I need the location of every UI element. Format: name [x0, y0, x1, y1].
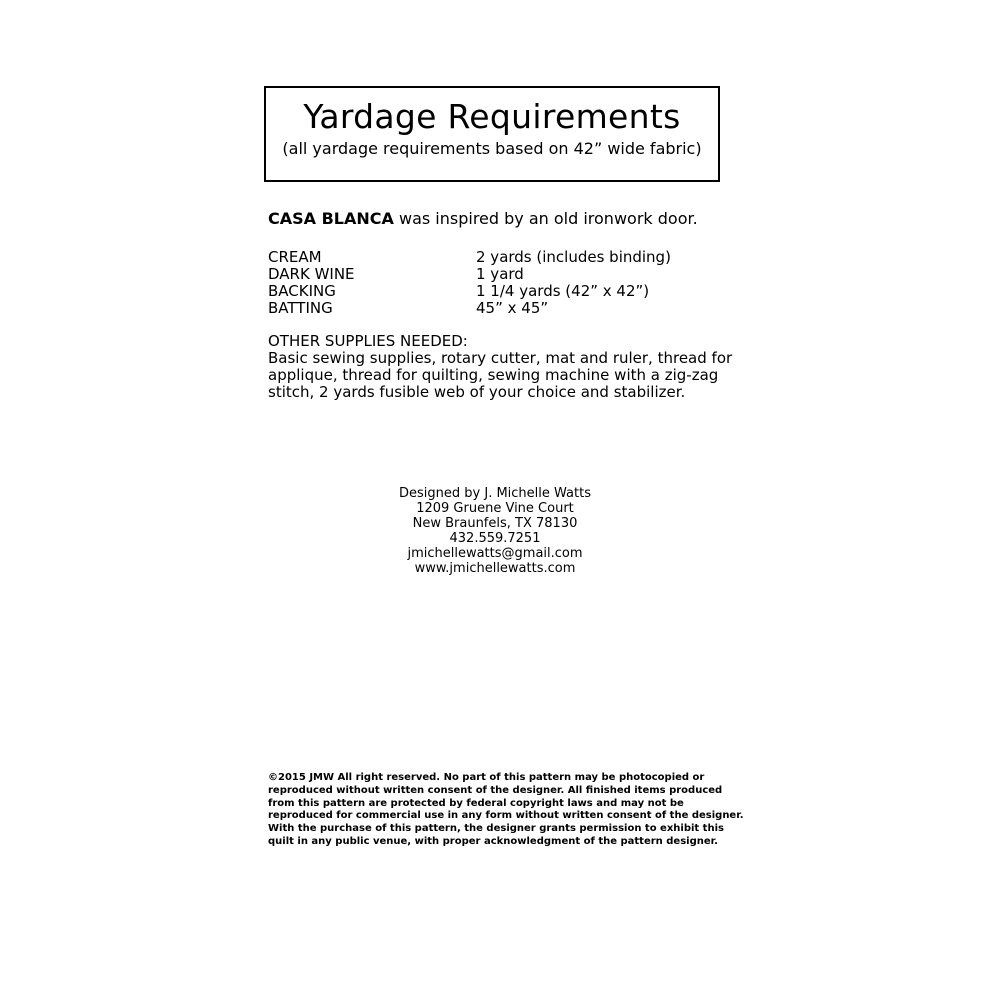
intro-text: was inspired by an old ironwork door. [393, 209, 698, 228]
street-address: 1209 Gruene Vine Court [416, 501, 574, 516]
copyright-line: reproduced for commercial use in any form without written consent of the designer. [268, 810, 744, 822]
material-name: CREAM [268, 248, 322, 266]
designer-name: Designed by J. Michelle Watts [399, 486, 591, 501]
material-name: BACKING [268, 282, 336, 300]
copyright-line: reproduced without written consent of the designer. All finished items produced [268, 784, 723, 796]
supplies-heading: OTHER SUPPLIES NEEDED: [268, 332, 468, 350]
material-row [268, 249, 728, 266]
material-amount: 1 yard [476, 265, 524, 283]
supplies-line: stitch, 2 yards fusible web of your choice and stabilizer. [268, 383, 686, 401]
material-amount: 2 yards (includes binding) [476, 248, 671, 266]
title-box [264, 86, 720, 182]
supplies-line: Basic sewing supplies, rotary cutter, mat and ruler, thread for [268, 349, 733, 367]
pattern-name: CASA BLANCA [268, 209, 394, 228]
supplies-section [268, 333, 748, 401]
website-address: www.jmichellewatts.com [414, 561, 576, 576]
copyright-line: With the purchase of this pattern, the designer grants permission to exhibit this [268, 823, 724, 835]
supplies-line: applique, thread for quilting, sewing machine with a zig-zag [268, 366, 719, 384]
materials-list [268, 249, 728, 317]
page-subtitle: (all yardage requirements based on 42” wide fabric) [282, 139, 702, 158]
material-amount: 45” x 45” [476, 299, 549, 317]
material-row [268, 266, 728, 283]
intro-paragraph [268, 208, 698, 230]
material-name: DARK WINE [268, 265, 355, 283]
copyright-line: quilt in any public venue, with proper acknowledgment of the pattern designer. [268, 835, 718, 847]
material-amount: 1 1/4 yards (42” x 42”) [476, 282, 650, 300]
material-row [268, 283, 728, 300]
designer-contact [380, 486, 610, 576]
phone-number: 432.559.7251 [449, 531, 541, 546]
page-title: Yardage Requirements [303, 97, 681, 136]
copyright-notice [268, 772, 744, 849]
email-address: jmichellewatts@gmail.com [407, 546, 583, 561]
city-state-zip: New Braunfels, TX 78130 [412, 516, 578, 531]
material-name: BATTING [268, 299, 333, 317]
copyright-line: ©2015 JMW All right reserved. No part of this pattern may be photocopied or [268, 772, 705, 783]
copyright-line: from this pattern are protected by federal copyright laws and may not be [268, 797, 684, 809]
material-row [268, 300, 728, 317]
